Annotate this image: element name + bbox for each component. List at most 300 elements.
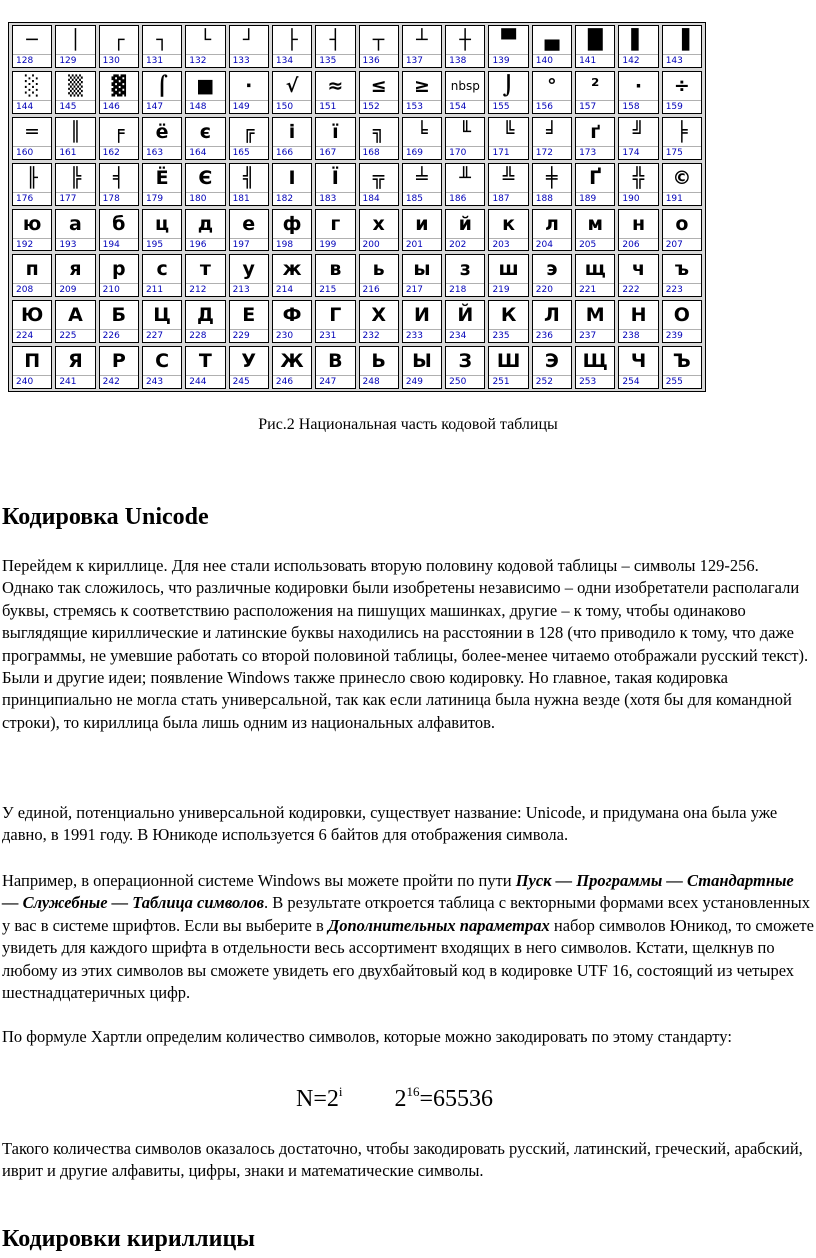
code-cell bbox=[272, 163, 312, 206]
code-cell bbox=[229, 71, 269, 114]
code-cell-number: 245 bbox=[230, 375, 268, 388]
code-cell-glyph: ы bbox=[413, 258, 431, 281]
code-cell-number: 172 bbox=[533, 146, 571, 159]
code-cell bbox=[662, 25, 702, 68]
code-cell-glyph: ⌠ bbox=[156, 74, 168, 97]
code-cell bbox=[532, 117, 572, 160]
code-cell-number: 195 bbox=[143, 238, 181, 251]
code-cell-glyph: ≥ bbox=[414, 74, 430, 97]
code-cell-glyph: А bbox=[68, 304, 83, 327]
code-cell bbox=[315, 300, 355, 343]
code-cell-glyph: ░ bbox=[24, 74, 40, 97]
code-cell-number: 147 bbox=[143, 100, 181, 113]
code-cell bbox=[359, 254, 399, 297]
code-cell bbox=[359, 300, 399, 343]
code-cell-glyph: Ч bbox=[630, 350, 647, 373]
code-cell-glyph: Р bbox=[111, 350, 126, 373]
code-cell bbox=[185, 25, 225, 68]
code-cell-number: 128 bbox=[13, 54, 51, 67]
code-cell-number: 142 bbox=[619, 54, 657, 67]
code-cell-glyph: Є bbox=[198, 166, 213, 189]
code-cell bbox=[55, 254, 95, 297]
code-cell bbox=[99, 346, 139, 389]
code-cell-number: 168 bbox=[360, 146, 398, 159]
code-cell-glyph: ▄ bbox=[544, 29, 560, 51]
code-cell bbox=[402, 25, 442, 68]
code-cell-glyph: М bbox=[585, 304, 605, 327]
code-cell bbox=[315, 25, 355, 68]
code-cell-glyph: © bbox=[672, 166, 692, 189]
code-cell-glyph: ╪ bbox=[546, 166, 558, 189]
code-cell-glyph: к bbox=[502, 212, 516, 235]
code-cell-glyph: ╩ bbox=[502, 166, 515, 189]
code-cell-number: 179 bbox=[143, 192, 181, 205]
code-cell-number: 148 bbox=[186, 100, 224, 113]
code-cell-glyph: Ь bbox=[371, 350, 386, 373]
code-cell-number: 174 bbox=[619, 146, 657, 159]
code-cell bbox=[402, 254, 442, 297]
code-cell-number: 212 bbox=[186, 283, 224, 296]
code-cell-number: 242 bbox=[100, 375, 138, 388]
code-cell-number: 239 bbox=[663, 329, 701, 342]
code-cell-glyph: ─ bbox=[26, 29, 38, 51]
code-cell bbox=[575, 346, 615, 389]
figure-caption: Рис.2 Национальная часть кодовой таблицы bbox=[258, 416, 558, 433]
code-cell-glyph: ╒ bbox=[113, 120, 125, 143]
code-cell-number: 156 bbox=[533, 100, 571, 113]
formula-exp: 16 bbox=[406, 1084, 420, 1099]
code-cell bbox=[272, 71, 312, 114]
code-cell bbox=[532, 71, 572, 114]
code-cell-number: 217 bbox=[403, 283, 441, 296]
code-cell bbox=[445, 117, 485, 160]
code-cell-number: 197 bbox=[230, 238, 268, 251]
code-cell-number: 146 bbox=[100, 100, 138, 113]
code-cell bbox=[12, 254, 52, 297]
code-cell-glyph: Щ bbox=[582, 350, 608, 373]
code-cell-glyph: з bbox=[459, 258, 471, 281]
code-cell-glyph: И bbox=[414, 304, 430, 327]
code-cell bbox=[662, 163, 702, 206]
code-cell bbox=[402, 300, 442, 343]
code-cell bbox=[488, 254, 528, 297]
code-cell-glyph: Т bbox=[198, 350, 212, 373]
code-cell bbox=[12, 300, 52, 343]
code-cell bbox=[618, 71, 658, 114]
code-cell-number: 251 bbox=[489, 375, 527, 388]
code-cell-number: 154 bbox=[446, 100, 484, 113]
code-cell-number: 254 bbox=[619, 375, 657, 388]
code-cell bbox=[142, 346, 182, 389]
code-cell-number: 186 bbox=[446, 192, 484, 205]
code-cell-number: 152 bbox=[360, 100, 398, 113]
code-cell-glyph: б bbox=[112, 212, 126, 235]
section-heading-cyrillic-encodings: Кодировки кириллицы bbox=[2, 1226, 256, 1252]
code-cell-glyph: ≈ bbox=[327, 74, 344, 97]
code-cell bbox=[229, 300, 269, 343]
code-cell-glyph: ё bbox=[155, 120, 169, 143]
text-run: Например, в операционной системе Windows вы можете пройти по пути bbox=[2, 871, 516, 890]
code-cell-number: 171 bbox=[489, 146, 527, 159]
code-cell bbox=[12, 209, 52, 252]
code-cell-glyph: ж bbox=[282, 258, 302, 281]
code-cell-number: 160 bbox=[13, 146, 51, 159]
code-cell-number: 196 bbox=[186, 238, 224, 251]
code-cell-number: 229 bbox=[230, 329, 268, 342]
code-cell-number: 216 bbox=[360, 283, 398, 296]
code-cell-glyph: ² bbox=[591, 74, 600, 97]
code-cell bbox=[532, 25, 572, 68]
code-cell-glyph: ╟ bbox=[26, 166, 38, 189]
code-cell-number: 138 bbox=[446, 54, 484, 67]
code-cell-number: 167 bbox=[316, 146, 354, 159]
code-cell-number: 157 bbox=[576, 100, 614, 113]
code-cell-number: 210 bbox=[100, 283, 138, 296]
code-cell bbox=[575, 25, 615, 68]
paragraph-conclusion: Такого количества символов оказалось достаточно, чтобы закодировать русский, латинский, греческий, арабский, иврит и другие алфавиты, цифры, знаки и математические символы. bbox=[2, 1139, 803, 1181]
code-cell-glyph: ╛ bbox=[546, 120, 558, 143]
code-cell bbox=[142, 117, 182, 160]
code-cell bbox=[488, 163, 528, 206]
paragraph-unicode-definition: У единой, потенциально универсальной кодировки, существует название: Unicode, и придумана она была уже давно, в 1991 году. В Юникоде используется 6 байтов для отображения символа. bbox=[2, 803, 778, 845]
code-cell-number: 187 bbox=[489, 192, 527, 205]
code-cell-number: 194 bbox=[100, 238, 138, 251]
code-cell-number: 137 bbox=[403, 54, 441, 67]
code-cell-glyph: У bbox=[241, 350, 257, 373]
code-cell-glyph: ╗ bbox=[372, 120, 385, 143]
code-cell-glyph: Х bbox=[371, 304, 386, 327]
code-cell-number: 141 bbox=[576, 54, 614, 67]
code-cell bbox=[575, 163, 615, 206]
code-cell-number: 199 bbox=[316, 238, 354, 251]
formula-base: 2 bbox=[394, 1086, 407, 1112]
code-cell-glyph: ф bbox=[282, 212, 302, 235]
code-cell-glyph: Э bbox=[544, 350, 559, 373]
code-cell-glyph: р bbox=[111, 258, 126, 281]
code-cell-number: 170 bbox=[446, 146, 484, 159]
code-cell bbox=[229, 254, 269, 297]
code-cell-glyph: Ц bbox=[153, 304, 171, 327]
code-cell-glyph: в bbox=[329, 258, 342, 281]
code-cell-glyph: ▒ bbox=[68, 74, 83, 97]
code-cell-number: 213 bbox=[230, 283, 268, 296]
code-cell bbox=[315, 209, 355, 252]
code-cell-number: 211 bbox=[143, 283, 181, 296]
code-cell-glyph: ╧ bbox=[416, 166, 428, 189]
code-cell-number: 149 bbox=[230, 100, 268, 113]
code-cell bbox=[662, 300, 702, 343]
code-cell-number: 135 bbox=[316, 54, 354, 67]
code-cell-glyph: ├ bbox=[286, 29, 298, 51]
code-cell bbox=[575, 209, 615, 252]
code-cell-number: 155 bbox=[489, 100, 527, 113]
code-cell bbox=[272, 300, 312, 343]
code-cell-glyph: ∙ bbox=[245, 74, 253, 97]
code-cell bbox=[662, 346, 702, 389]
code-cell bbox=[488, 71, 528, 114]
code-cell-number: 200 bbox=[360, 238, 398, 251]
code-cell-number: 249 bbox=[403, 375, 441, 388]
code-cell-number: 223 bbox=[663, 283, 701, 296]
code-cell-number: 241 bbox=[56, 375, 94, 388]
code-cell-glyph: а bbox=[69, 212, 82, 235]
code-cell bbox=[99, 71, 139, 114]
code-cell-glyph: С bbox=[155, 350, 170, 373]
code-cell bbox=[618, 117, 658, 160]
code-cell bbox=[662, 209, 702, 252]
code-cell-glyph: ▓ bbox=[111, 74, 127, 97]
code-cell-glyph: Н bbox=[630, 304, 647, 327]
code-cell-glyph: л bbox=[544, 212, 559, 235]
code-cell-number: 237 bbox=[576, 329, 614, 342]
code-cell bbox=[99, 300, 139, 343]
code-cell-glyph: ÷ bbox=[673, 74, 690, 97]
code-cell-number: 240 bbox=[13, 375, 51, 388]
code-table-image bbox=[8, 22, 706, 392]
code-cell bbox=[185, 300, 225, 343]
code-cell-number: 207 bbox=[663, 238, 701, 251]
code-cell-number: 153 bbox=[403, 100, 441, 113]
code-cell bbox=[229, 346, 269, 389]
code-cell-number: 190 bbox=[619, 192, 657, 205]
code-cell-glyph: ┐ bbox=[156, 29, 168, 51]
code-cell bbox=[55, 163, 95, 206]
code-cell-number: 220 bbox=[533, 283, 571, 296]
formula-n-exp: i bbox=[338, 1084, 343, 1099]
code-cell bbox=[445, 71, 485, 114]
code-cell-glyph: с bbox=[156, 258, 168, 281]
code-cell-number: 184 bbox=[360, 192, 398, 205]
code-cell-number: 177 bbox=[56, 192, 94, 205]
code-cell bbox=[402, 209, 442, 252]
code-cell-glyph: х bbox=[372, 212, 385, 235]
code-cell bbox=[142, 25, 182, 68]
code-cell-number: 227 bbox=[143, 329, 181, 342]
paragraph-windows-example bbox=[2, 870, 814, 1004]
code-cell bbox=[99, 209, 139, 252]
code-cell-glyph: Б bbox=[111, 304, 127, 327]
code-cell-glyph: О bbox=[673, 304, 690, 327]
code-cell-number: 235 bbox=[489, 329, 527, 342]
code-cell-number: 185 bbox=[403, 192, 441, 205]
code-cell-number: 164 bbox=[186, 146, 224, 159]
code-cell-number: 191 bbox=[663, 192, 701, 205]
code-cell-glyph: ц bbox=[155, 212, 170, 235]
code-cell bbox=[445, 254, 485, 297]
code-cell-glyph: ь bbox=[372, 258, 385, 281]
code-cell bbox=[618, 254, 658, 297]
code-cell-glyph: ┘ bbox=[242, 29, 255, 51]
code-cell-glyph: ≤ bbox=[370, 74, 387, 97]
code-cell bbox=[55, 71, 95, 114]
code-cell-glyph: ю bbox=[22, 212, 42, 235]
code-cell-glyph: ┌ bbox=[113, 29, 125, 51]
code-cell bbox=[12, 163, 52, 206]
code-cell bbox=[532, 209, 572, 252]
code-cell-glyph: ъ bbox=[674, 258, 689, 281]
code-cell bbox=[12, 25, 52, 68]
code-cell bbox=[532, 254, 572, 297]
code-cell bbox=[488, 300, 528, 343]
section-heading-unicode: Кодировка Unicode bbox=[2, 504, 209, 530]
code-cell bbox=[662, 117, 702, 160]
code-cell bbox=[185, 209, 225, 252]
code-cell-glyph: ° bbox=[547, 74, 557, 97]
code-cell-number: 178 bbox=[100, 192, 138, 205]
code-cell-glyph: ї bbox=[332, 120, 339, 143]
code-cell-number: 252 bbox=[533, 375, 571, 388]
code-cell bbox=[55, 25, 95, 68]
code-cell-number: 204 bbox=[533, 238, 571, 251]
code-cell-glyph: ╠ bbox=[69, 166, 82, 189]
code-cell-glyph: Я bbox=[68, 350, 83, 373]
code-cell-glyph: Ё bbox=[155, 166, 169, 189]
code-cell bbox=[618, 300, 658, 343]
code-cell bbox=[532, 346, 572, 389]
code-cell bbox=[488, 209, 528, 252]
code-cell-glyph: Й bbox=[457, 304, 474, 327]
code-cell bbox=[618, 346, 658, 389]
code-cell-glyph: е bbox=[242, 212, 256, 235]
code-cell-glyph: о bbox=[675, 212, 689, 235]
code-cell bbox=[575, 71, 615, 114]
code-cell-glyph: ш bbox=[498, 258, 519, 281]
code-cell-number: 221 bbox=[576, 283, 614, 296]
code-cell-glyph: м bbox=[587, 212, 603, 235]
code-cell-glyph: ╬ bbox=[632, 166, 645, 189]
code-cell-number: 151 bbox=[316, 100, 354, 113]
code-cell bbox=[142, 163, 182, 206]
code-cell-glyph: nbsp bbox=[450, 78, 480, 93]
code-cell-glyph: є bbox=[199, 120, 212, 143]
code-cell bbox=[315, 254, 355, 297]
code-cell-number: 150 bbox=[273, 100, 311, 113]
code-cell-number: 222 bbox=[619, 283, 657, 296]
code-cell bbox=[575, 300, 615, 343]
code-cell-number: 162 bbox=[100, 146, 138, 159]
code-cell bbox=[12, 117, 52, 160]
code-cell-glyph: Ш bbox=[496, 350, 521, 373]
code-cell-number: 206 bbox=[619, 238, 657, 251]
code-cell-number: 209 bbox=[56, 283, 94, 296]
code-cell-number: 226 bbox=[100, 329, 138, 342]
code-cell-number: 218 bbox=[446, 283, 484, 296]
code-cell-glyph: █ bbox=[587, 29, 603, 51]
code-cell-number: 130 bbox=[100, 54, 138, 67]
code-table-grid bbox=[12, 25, 702, 389]
code-cell-glyph: п bbox=[25, 258, 39, 281]
code-cell-number: 181 bbox=[230, 192, 268, 205]
code-cell bbox=[55, 300, 95, 343]
code-cell bbox=[575, 117, 615, 160]
code-cell bbox=[488, 117, 528, 160]
hartley-formula bbox=[296, 1084, 493, 1113]
code-cell-glyph: Ы bbox=[412, 350, 432, 373]
code-cell-number: 205 bbox=[576, 238, 614, 251]
code-cell-number: 224 bbox=[13, 329, 51, 342]
code-cell bbox=[618, 25, 658, 68]
code-cell-number: 253 bbox=[576, 375, 614, 388]
code-cell bbox=[359, 25, 399, 68]
code-cell-glyph: ║ bbox=[69, 120, 82, 143]
code-cell bbox=[445, 25, 485, 68]
code-cell bbox=[359, 209, 399, 252]
code-cell bbox=[185, 117, 225, 160]
code-cell-number: 219 bbox=[489, 283, 527, 296]
code-cell-number: 136 bbox=[360, 54, 398, 67]
code-cell-number: 145 bbox=[56, 100, 94, 113]
code-cell bbox=[359, 71, 399, 114]
code-cell-number: 175 bbox=[663, 146, 701, 159]
code-cell bbox=[272, 209, 312, 252]
code-cell-glyph: Ъ bbox=[672, 350, 691, 373]
code-cell-glyph: ч bbox=[632, 258, 646, 281]
code-cell bbox=[185, 254, 225, 297]
code-cell-glyph: ╙ bbox=[459, 120, 471, 143]
code-cell-number: 202 bbox=[446, 238, 484, 251]
code-cell bbox=[272, 117, 312, 160]
code-cell bbox=[445, 300, 485, 343]
code-cell-number: 176 bbox=[13, 192, 51, 205]
code-cell bbox=[99, 117, 139, 160]
code-cell-number: 159 bbox=[663, 100, 701, 113]
code-cell bbox=[229, 25, 269, 68]
paragraph-hartley: По формуле Хартли определим количество символов, которые можно закодировать по этому стандарту: bbox=[2, 1027, 732, 1046]
code-cell bbox=[445, 209, 485, 252]
code-cell-glyph: щ bbox=[584, 258, 606, 281]
code-cell bbox=[445, 346, 485, 389]
code-cell-glyph: э bbox=[546, 258, 558, 281]
code-cell bbox=[445, 163, 485, 206]
formula-result: =65536 bbox=[419, 1086, 494, 1112]
code-cell bbox=[99, 254, 139, 297]
code-cell bbox=[185, 346, 225, 389]
code-cell-number: 230 bbox=[273, 329, 311, 342]
code-cell bbox=[272, 25, 312, 68]
advanced-options-term: Дополнительных параметрах bbox=[327, 915, 550, 935]
code-cell-number: 143 bbox=[663, 54, 701, 67]
code-cell-glyph: ╣ bbox=[242, 166, 255, 189]
code-cell-number: 228 bbox=[186, 329, 224, 342]
code-cell-number: 243 bbox=[143, 375, 181, 388]
code-cell bbox=[99, 163, 139, 206]
code-cell bbox=[315, 117, 355, 160]
paragraph-cyrillic-intro: Перейдем к кириллице. Для нее стали использовать вторую половину кодовой таблицы – символы 129-256. Однако так сложилось, что различные кодировки были изобретены независимо – одни изобретатели располагали буквы, стремясь к соответствию расположения на пишущих машинках, другие – к тому, чтобы одинаково выглядящие кириллические и латинские буквы находились на расстоянии в 128 (что приводило к тому, что даже программы, не умевшие работать со второй половиной таблицы, более-менее читаемо отображали русский текст). Были и другие идеи; появление Windows также принесло свою кодировку. Но главное, такая кодировка принципиально не могла стать универсальной, так как если латиница была нужна везде (хотя бы для командной строки), то кириллица была лишь одним из национальных алфавитов. bbox=[2, 556, 809, 732]
code-cell-number: 139 bbox=[489, 54, 527, 67]
code-cell bbox=[532, 300, 572, 343]
code-cell bbox=[185, 71, 225, 114]
code-cell-number: 225 bbox=[56, 329, 94, 342]
code-cell-number: 248 bbox=[360, 375, 398, 388]
code-cell-number: 188 bbox=[533, 192, 571, 205]
code-cell-glyph: ╝ bbox=[632, 120, 645, 143]
code-cell bbox=[315, 163, 355, 206]
code-cell-glyph: й bbox=[458, 212, 472, 235]
code-cell-number: 158 bbox=[619, 100, 657, 113]
code-cell-number: 189 bbox=[576, 192, 614, 205]
code-cell bbox=[142, 254, 182, 297]
code-cell bbox=[229, 163, 269, 206]
code-cell bbox=[55, 209, 95, 252]
code-cell bbox=[402, 346, 442, 389]
code-cell-glyph: ╔ bbox=[242, 120, 255, 143]
code-cell-glyph: Ж bbox=[280, 350, 304, 373]
code-cell-number: 198 bbox=[273, 238, 311, 251]
code-cell-glyph: √ bbox=[285, 74, 299, 97]
code-cell-glyph: І bbox=[288, 166, 296, 189]
code-cell-number: 250 bbox=[446, 375, 484, 388]
code-cell-glyph: Г bbox=[329, 304, 342, 327]
